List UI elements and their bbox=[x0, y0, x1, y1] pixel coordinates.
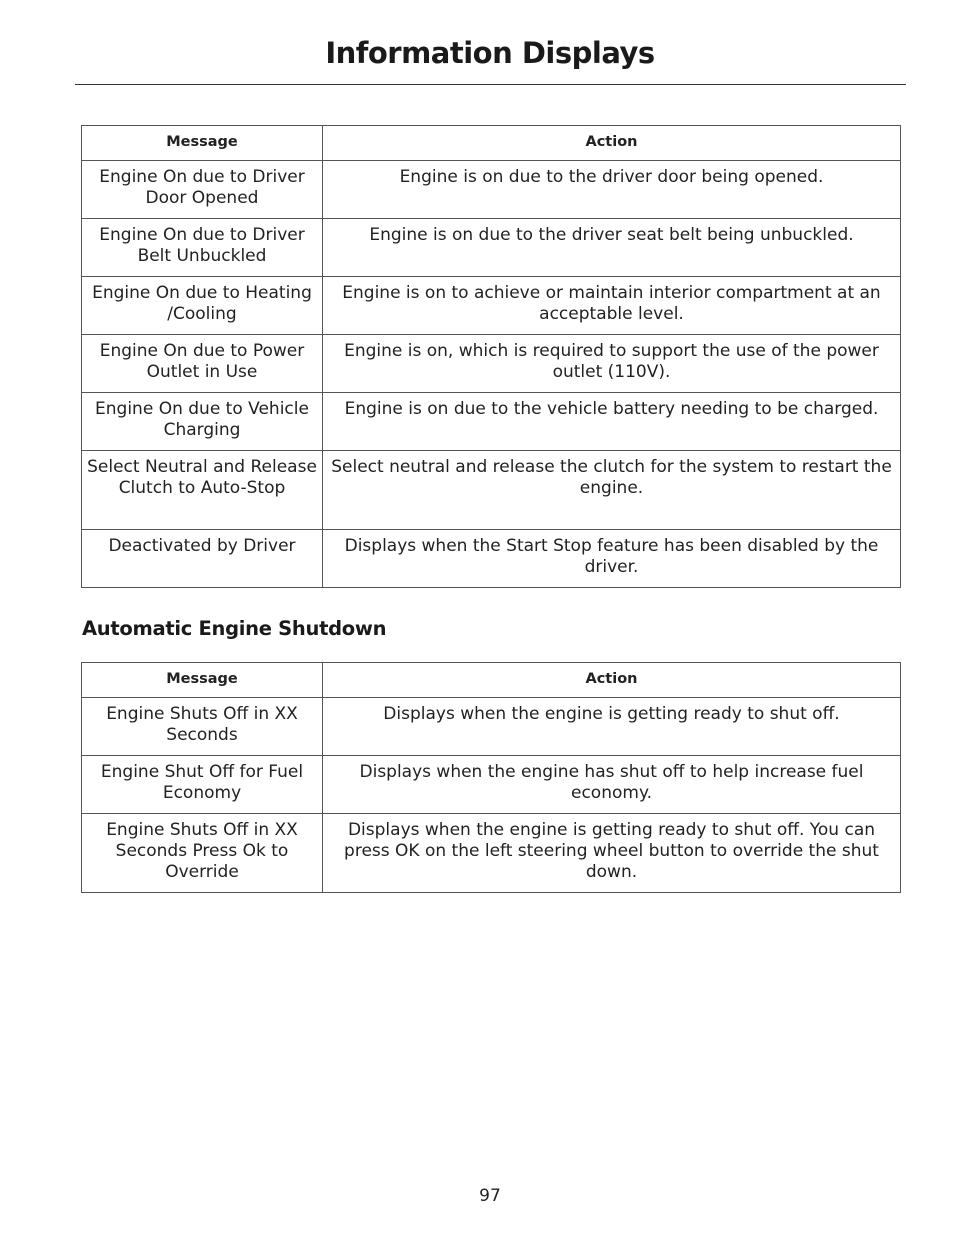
page-title: Information Displays bbox=[325, 36, 655, 70]
table-row bbox=[82, 698, 901, 756]
action-cell: Engine is on due to the driver door being opened. bbox=[323, 161, 901, 219]
action-cell: Displays when the engine is getting ready to shut off. You can press OK on the left steering wheel button to override the shut down. bbox=[323, 814, 901, 893]
table-header-row bbox=[82, 663, 901, 698]
table-row bbox=[82, 756, 901, 814]
table-row bbox=[82, 530, 901, 588]
table-header-row bbox=[82, 126, 901, 161]
message-cell: Engine On due to Power Outlet in Use bbox=[82, 335, 323, 393]
message-cell: Select Neutral and Release Clutch to Auto-Stop bbox=[82, 451, 323, 530]
table-row bbox=[82, 219, 901, 277]
message-cell: Deactivated by Driver bbox=[82, 530, 323, 588]
message-cell: Engine On due to Driver Door Opened bbox=[82, 161, 323, 219]
action-cell: Engine is on, which is required to support the use of the power outlet (110V). bbox=[323, 335, 901, 393]
action-cell: Displays when the engine has shut off to help increase fuel economy. bbox=[323, 756, 901, 814]
automatic-engine-shutdown-table bbox=[81, 662, 901, 893]
table-row bbox=[82, 335, 901, 393]
action-cell: Engine is on due to the vehicle battery needing to be charged. bbox=[323, 393, 901, 451]
table-row bbox=[82, 393, 901, 451]
message-cell: Engine Shut Off for Fuel Economy bbox=[82, 756, 323, 814]
message-cell: Engine Shuts Off in XX Seconds bbox=[82, 698, 323, 756]
title-divider bbox=[75, 84, 906, 85]
action-cell: Select neutral and release the clutch for the system to restart the engine. bbox=[323, 451, 901, 530]
message-cell: Engine On due to Vehicle Charging bbox=[82, 393, 323, 451]
page-number: 97 bbox=[479, 1186, 501, 1206]
message-column-header: Message bbox=[82, 126, 323, 161]
action-cell: Engine is on due to the driver seat belt being unbuckled. bbox=[323, 219, 901, 277]
section-heading: Automatic Engine Shutdown bbox=[82, 617, 387, 640]
action-column-header: Action bbox=[323, 663, 901, 698]
engine-on-messages-table bbox=[81, 125, 901, 588]
action-cell: Displays when the Start Stop feature has been disabled by the driver. bbox=[323, 530, 901, 588]
action-cell: Displays when the engine is getting ready to shut off. bbox=[323, 698, 901, 756]
table-row bbox=[82, 814, 901, 893]
table-row bbox=[82, 451, 901, 530]
action-cell: Engine is on to achieve or maintain interior compartment at an acceptable level. bbox=[323, 277, 901, 335]
action-column-header: Action bbox=[323, 126, 901, 161]
message-cell: Engine Shuts Off in XX Seconds Press Ok to Override bbox=[82, 814, 323, 893]
message-column-header: Message bbox=[82, 663, 323, 698]
message-cell: Engine On due to Heating /Cooling bbox=[82, 277, 323, 335]
table-row bbox=[82, 277, 901, 335]
table-row bbox=[82, 161, 901, 219]
message-cell: Engine On due to Driver Belt Unbuckled bbox=[82, 219, 323, 277]
